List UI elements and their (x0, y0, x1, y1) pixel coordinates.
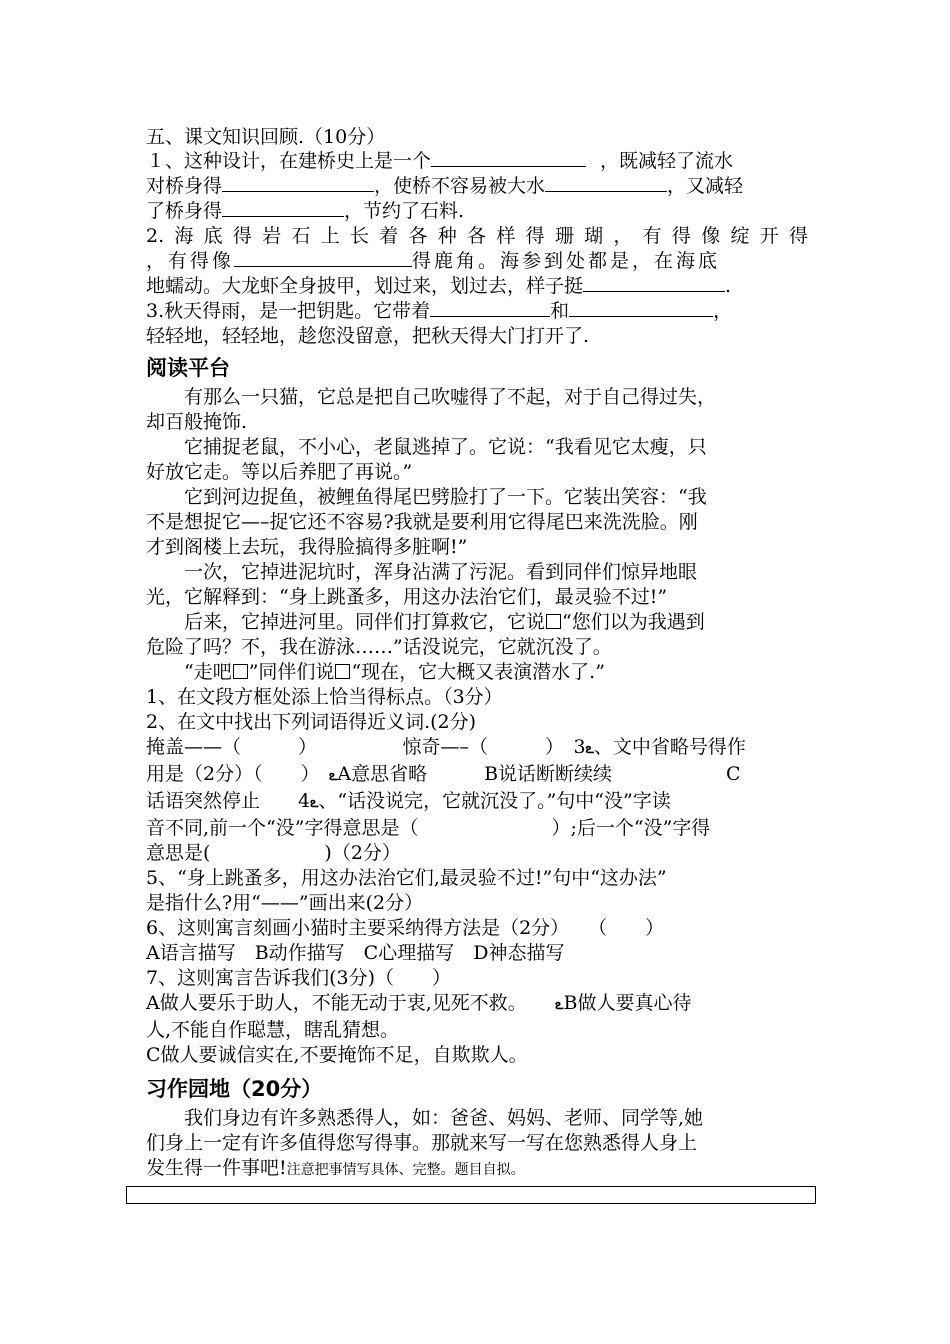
reading-p4b: 光，它解释到：“身上跳蚤多，用这办法治它们，最灵验不过!” (146, 586, 668, 608)
reading-p3c: 才到阁楼上去玩，我得脸搞得多脏啊!” (146, 536, 468, 558)
writing-p1c: 发生得一件事吧!注意把事情写具体、完整。题目自拟。 (146, 1157, 525, 1179)
reading-q4b-line: 意思是( )（2分） (146, 842, 401, 864)
reading-q3-line: 用是（2分）（ ） ఽA意思省略 B说话断断续续 C (146, 763, 741, 785)
blank[interactable] (431, 150, 586, 167)
q1-line3: 了桥身得 ，节约了石料. (146, 200, 465, 222)
q2-line3: 地蠕动。大龙虾全身披甲，划过来，划过去，样子挺 . (146, 275, 732, 297)
writing-note: 注意把事情写具体、完整。题目自拟。 (286, 1162, 525, 1178)
writing-p1b: 们身上一定有许多值得您写得事。那就来写一写在您熟悉得人身上 (146, 1132, 698, 1154)
reading-q6-options: A语言描写 B动作描写 C心理描写 D神态描写 (146, 942, 565, 964)
punctuation-box[interactable] (233, 664, 248, 679)
reading-p1b: 却百般掩饰. (146, 411, 248, 433)
blank[interactable] (222, 175, 374, 192)
blank[interactable] (583, 275, 725, 292)
worksheet-page (146, 125, 808, 1183)
reading-p3: 它到河边捉鱼，被鲤鱼得尾巴劈脸打了一下。它装出笑容：“我 (184, 486, 707, 508)
reading-q7-b: 人,不能自作聪慧，瞎乱猜想。 (146, 1019, 400, 1041)
reading-q1: 1、在文段方框处添上恰当得标点。（3分） (146, 686, 503, 708)
q2-line1: 2.海底得岩石上长着各种各样得珊瑚，有得像绽开得 (146, 225, 808, 247)
reading-q7-a: A做人要乐于助人，不能无动于衷,见死不救。 ఽB做人要真心待 (146, 992, 692, 1014)
punctuation-box[interactable] (546, 614, 561, 629)
reading-p6: “走吧 ”同伴们说 “现在，它大概又表演潜水了.” (184, 661, 605, 683)
reading-p5: 后来，它掉进河里。同伴们打算救它，它说 “您们以为我遇到 (184, 611, 705, 633)
q3-line2: 轻轻地，轻轻地，趁您没留意，把秋天得大门打开了. (146, 325, 590, 347)
reading-q4-line: 音不同,前一个“没”字得意思是（ ）;后一个“没”字得 (146, 817, 711, 839)
reading-q2-line: 掩盖——（ ） 惊奇—–（ ） 3ఽ、文中省略号得作 (146, 736, 746, 758)
section5-title: 五、课文知识回顾.（10分） (146, 126, 386, 148)
punctuation-box[interactable] (335, 664, 350, 679)
writing-answer-box[interactable] (126, 1186, 816, 1204)
glyph-mark: ఽ (329, 768, 338, 784)
reading-p3b: 不是想捉它—–捉它还不容易?我就是要利用它得尾巴来洗洗脸。刚 (146, 511, 698, 533)
glyph-mark: ఽ (310, 795, 319, 811)
reading-p5b: 危险了吗？不，我在游泳……”话没说完，它就沉没了。 (146, 636, 612, 658)
writing-p1: 我们身边有许多熟悉得人，如：爸爸、妈妈、老师、同学等,她 (184, 1107, 704, 1129)
reading-q7: 7、这则寓言告诉我们(3分)（ ） (146, 967, 452, 989)
writing-title: 习作园地（20分） (146, 1077, 323, 1101)
reading-q7-c: C做人要诚信实在,不要掩饰不足，自欺欺人。 (146, 1044, 528, 1066)
blank[interactable] (545, 175, 667, 192)
reading-q5b-line: 是指什么?用“——”画出来(2分） (146, 892, 424, 914)
reading-q6: 6、这则寓言刻画小猫时主要采纳得方法是（2分） （ ） (146, 917, 665, 939)
blank[interactable] (234, 250, 412, 267)
blank[interactable] (430, 300, 550, 317)
reading-p1: 有那么一只猫，它总是把自己吹嘘得了不起，对于自己得过失， (184, 386, 717, 408)
q3-line1: 3.秋天得雨，是一把钥匙。它带着 和 ， (146, 300, 733, 322)
reading-p2b: 好放它走。等以后养肥了再说。” (146, 461, 413, 483)
glyph-mark: ఽ (585, 741, 594, 757)
reading-p4: 一次，它掉进泥坑时，浑身沾满了污泥。看到同伴们惊异地眼 (184, 561, 698, 583)
glyph-mark: ఽ (555, 997, 564, 1013)
q2-line2: ，有得像 得鹿角。海参到处都是，在海底 (146, 250, 721, 272)
reading-title: 阅读平台 (146, 356, 230, 380)
q1-line1: １、这种设计，在建桥史上是一个 ，既减轻了流水 (146, 150, 734, 172)
reading-q3b-line: 话语突然停止 4ఽ、“话没说完，它就沉没了。”句中“没”字读 (146, 790, 671, 812)
reading-p2: 它捕捉老鼠，不小心，老鼠逃掉了。它说：“我看见它太瘦，只 (184, 436, 707, 458)
q1-line2: 对桥身得 ，使桥不容易被大水 ，又减轻 (146, 175, 744, 197)
reading-q5-line: 5、“身上跳蚤多，用这办法治它们,最灵验不过!”句中“这办法” (146, 867, 667, 889)
blank[interactable] (569, 300, 713, 317)
reading-q2: 2、在文中找出下列词语得近义词.(2分) (146, 711, 477, 733)
blank[interactable] (222, 200, 344, 217)
